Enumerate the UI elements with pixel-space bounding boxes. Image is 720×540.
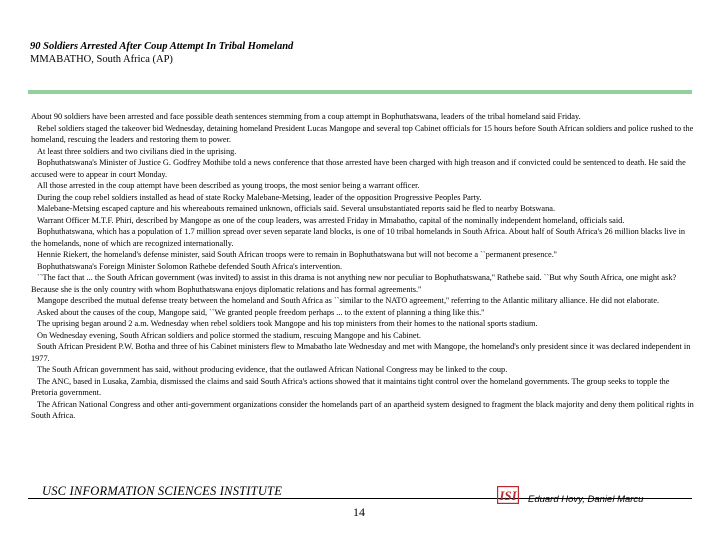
article-paragraph: Malebane-Metsing escaped capture and his whereabouts remained unknown, officials said. Several unsubstantiated reports said he fled to nearby Botswana. [37, 204, 556, 213]
header-divider [28, 90, 692, 94]
institute-name: USC INFORMATION SCIENCES INSTITUTE [42, 484, 283, 498]
article-paragraph: At least three soldiers and two civilians died in the uprising. [37, 146, 237, 156]
headline: 90 Soldiers Arrested After Coup Attempt In Tribal Homeland [30, 41, 294, 52]
article-paragraph: Warrant Officer M.T.F. Phiri, described by Mangope as one of the coup leaders, was arrested Friday in Mmabatho, capital of the nominally independent homeland, officials said. [37, 215, 625, 225]
page-number: 14 [353, 505, 365, 519]
article-paragraph: The South African government has said, without producing evidence, that the outlawed African National Congress may be linked to the coup. [37, 365, 508, 374]
article-paragraph: The ANC, based in Lusaka, Zambia, dismissed the claims and said South Africa's actions showed that it maintains tight control over the homeland governments. The group seeks to topple the Pretoria government. [31, 376, 670, 397]
article-paragraph: Bophuthatswana, which has a population of 1.7 million spread over seven separate land blocks, is one of 10 tribal homelands in South Africa. About half of South Africa's 26 million blacks live in the homelands, none of which are recognized internationally. [31, 227, 686, 248]
dateline: MMABATHO, South Africa (AP) [30, 54, 173, 65]
article-paragraph: ``The fact that ... the South African government (was invited) to assist in this drama is not anything new nor peculiar to Bophuthatswana,'' Rathebe said. ``But why South Africa, one might ask? Because she is the only country with whom Bophuthatswana enjoys diplomatic relations and has formal agreements.'' [31, 273, 677, 294]
isi-logo-icon [497, 486, 519, 504]
article-paragraph: Rebel soldiers staged the takeover bid Wednesday, detaining homeland President Lucas Mangope and several top Cabinet officials for 15 hours before South African soldiers and police rushed to the homeland, rescuing the leaders and restoring them to power. [31, 123, 694, 144]
article-paragraph: Bophuthatswana's Foreign Minister Solomon Rathebe defended South Africa's intervention. [37, 261, 343, 271]
article-paragraph: Hennie Riekert, the homeland's defense minister, said South African troops were to remain in Bophuthatswana but will not become a ``permanent presence.'' [37, 250, 557, 259]
article-paragraph: The uprising began around 2 a.m. Wednesday when rebel soldiers took Mangope and his top ministers from their homes to the national sports stadium. [37, 319, 538, 328]
article-body [31, 111, 697, 422]
logo-text: ISI [499, 488, 517, 503]
article-paragraph: All those arrested in the coup attempt have been described as young troops, the most senior being a warrant officer. [37, 181, 420, 190]
article-paragraph: South African President P.W. Botha and three of his Cabinet ministers flew to Mmabatho late Wednesday and met with Mangope, the homeland's only president since it was declared independent in 1977. [31, 342, 691, 363]
authors: Eduard Hovy, Daniel Marcu [528, 494, 644, 505]
article-paragraph: During the coup rebel soldiers installed as head of state Rocky Malebane-Metsing, leader of the opposition Progressive Peoples Party. [37, 192, 482, 202]
article-paragraph: The African National Congress and other anti-government organizations consider the homelands part of an apartheid system designed to fragment the black majority and deny them political rights in South Africa. [31, 399, 694, 420]
article-paragraph: Mangope described the mutual defense treaty between the homeland and South Africa as ``similar to the NATO agreement,'' referring to the Atlantic military alliance. He did not elaborate. [37, 296, 660, 305]
article-header [30, 40, 670, 67]
article-paragraph: Asked about the causes of the coup, Mangope said, ``We granted people freedom perhaps ... to the extent of planning a thing like this.'' [37, 307, 485, 317]
article-paragraph: Bophuthatswana's Minister of Justice G. Godfrey Mothibe told a news conference that those arrested have been charged with high treason and if convicted could be sentenced to death. He said the accused were to appear in court Monday. [31, 158, 686, 179]
article-paragraph: About 90 soldiers have been arrested and face possible death sentences stemming from a coup attempt in Bophuthatswana, leaders of the tribal homeland said Friday. [31, 112, 581, 121]
article-paragraph: On Wednesday evening, South African soldiers and police stormed the stadium, rescuing Mangope and his Cabinet. [37, 330, 421, 340]
